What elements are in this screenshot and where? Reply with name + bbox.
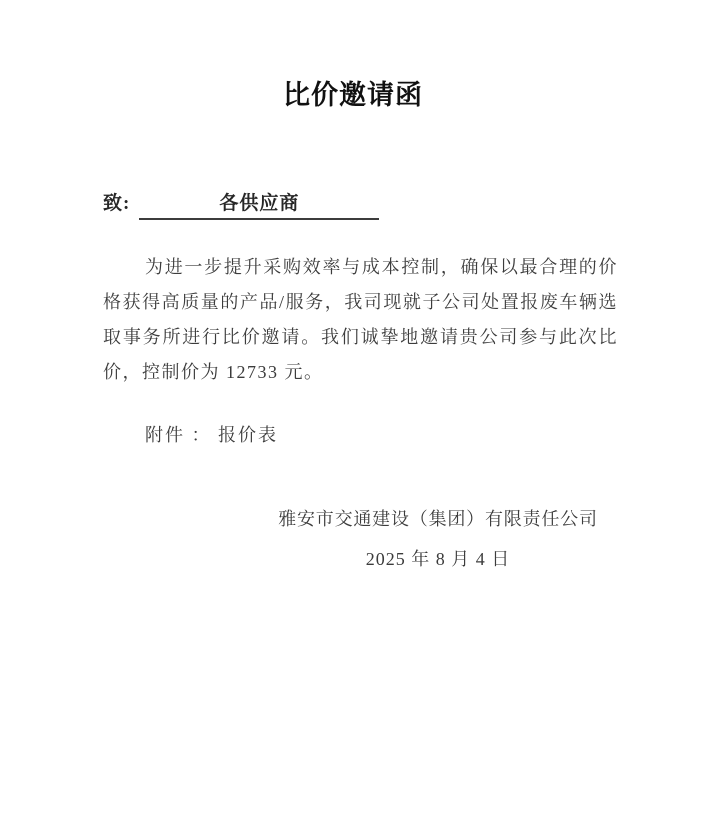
recipient-line [103, 187, 618, 220]
body-paragraph: 为进一步提升采购效率与成本控制，确保以最合理的价格获得高质量的产品/服务，我司现就子公司处置报废车辆选取事务所进行比价邀请。我们诚挚地邀请贵公司参与此次比价，控制价为 12733 元。 [103, 257, 618, 382]
signature-block [277, 502, 599, 577]
document-title: 比价邀请函 [283, 80, 423, 110]
attachment-line: 附件 ： 报价表 [145, 425, 278, 445]
recipient-label: 致: [103, 193, 131, 214]
recipient-name: 各供应商 [219, 193, 300, 214]
company-name: 雅安市交通建设（集团）有限责任公司 [278, 509, 598, 529]
signature-date: 2025 年 8 月 4 日 [365, 549, 511, 569]
recipient-name-underline [139, 192, 379, 220]
